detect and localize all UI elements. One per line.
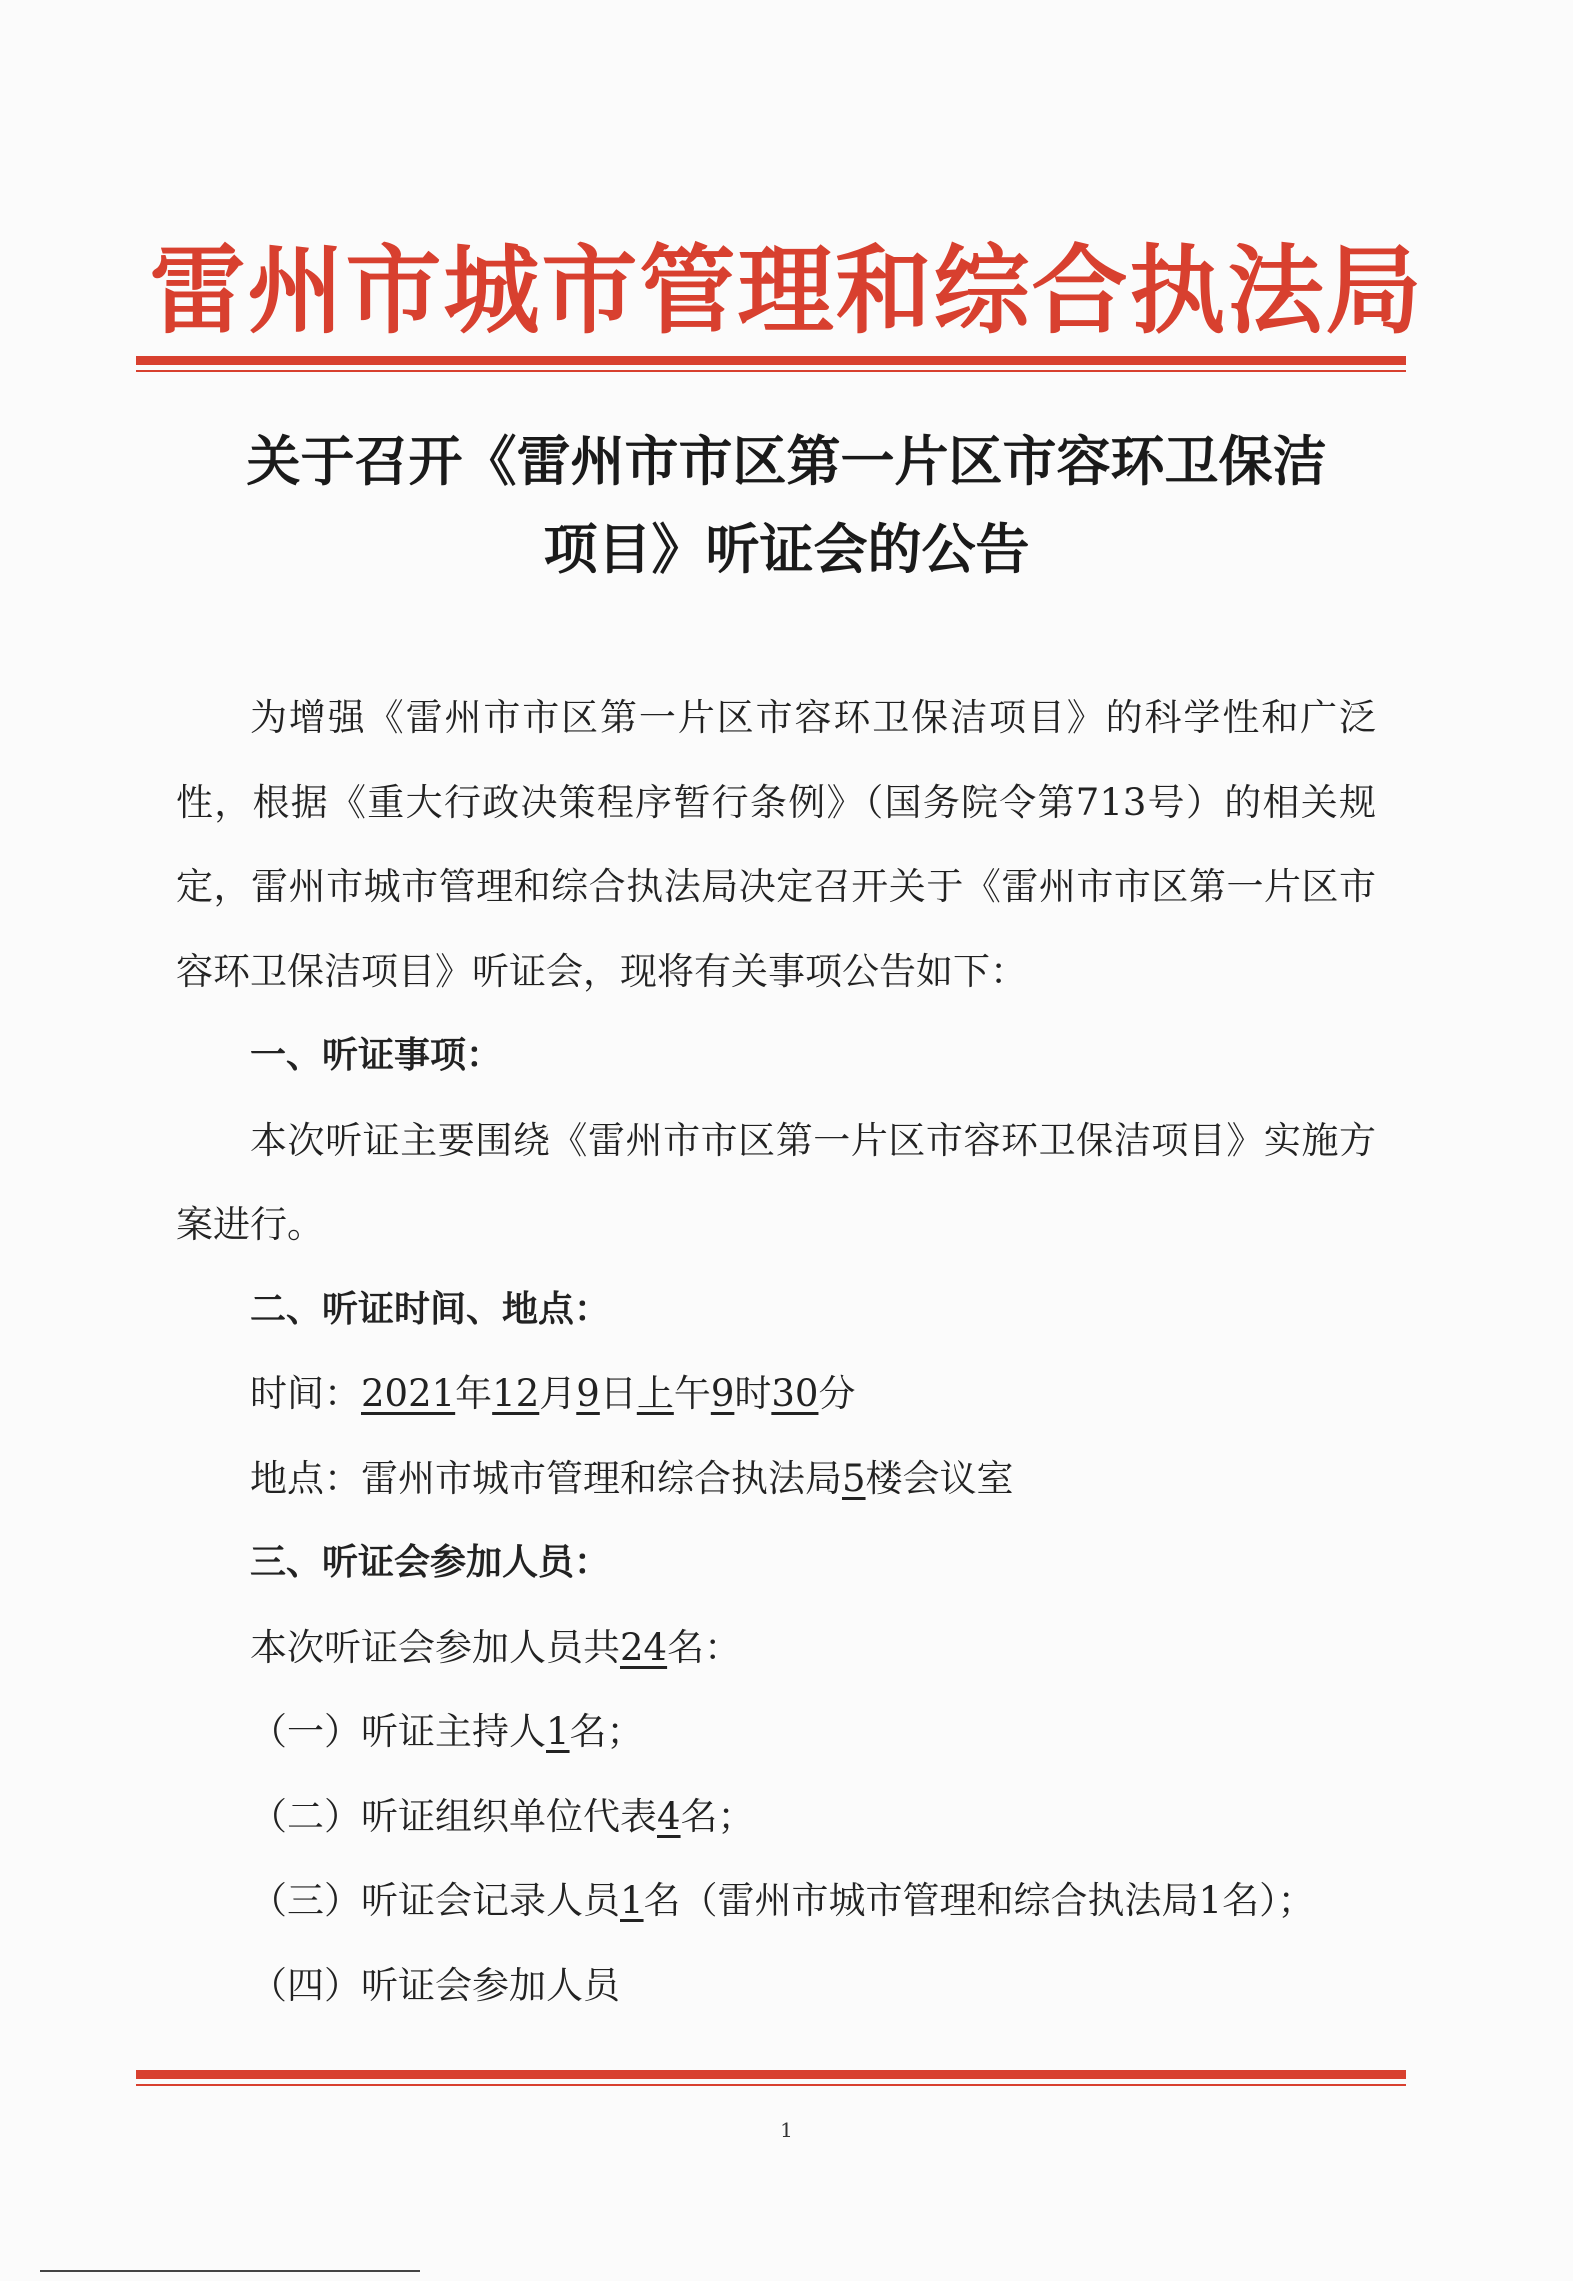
document-body [176, 676, 1376, 2028]
hearing-place: 地点：雷州市城市管理和综合执法局5楼会议室 [250, 1456, 1014, 1500]
section-2-heading: 二、听证时间、地点： [250, 1288, 611, 1330]
participant-item: （一）听证主持人1名； [250, 1710, 644, 1753]
intro-paragraph: 为增强《雷州市市区第一片区市容环卫保洁项目》的科学性和广泛性，根据《重大行政决策程序暂行条例》（国务院令第713号）的相关规定，雷州市城市管理和综合执法局决定召开关于《雷州市市区第一片区市容环卫保洁项目》听证会，现将有关事项公告如下： [176, 696, 1376, 993]
total-count: 24 [620, 1625, 668, 1669]
document-title [120, 418, 1453, 594]
scan-artifact-line [40, 2270, 420, 2272]
participant-item: （三）听证会记录人员1名（雷州市城市管理和综合执法局1名）； [250, 1879, 1315, 1922]
minute-value: 30 [771, 1372, 819, 1415]
year-value: 2021 [361, 1372, 456, 1415]
title-line-2: 项目》听证会的公告 [543, 518, 1030, 581]
section-1-heading: 一、听证事项： [250, 1035, 503, 1076]
footer-divider [136, 2070, 1406, 2086]
section-1-text: 本次听证主要围绕《雷州市市区第一片区市容环卫保洁项目》实施方案进行。 [176, 1118, 1376, 1246]
ampm-value: 上 [636, 1372, 674, 1415]
month-value: 12 [492, 1372, 540, 1415]
participant-item: （二）听证组织单位代表4名； [250, 1794, 755, 1838]
organization-header: 雷州市城市管理和综合执法局 [149, 234, 1424, 347]
participant-item: （四）听证会参加人员 [250, 1963, 620, 2007]
header-divider [136, 356, 1406, 372]
page-number: 1 [780, 2118, 793, 2142]
title-line-1: 关于召开《雷州市市区第一片区市容环卫保洁 [246, 430, 1327, 493]
day-value: 9 [576, 1372, 600, 1415]
participant-total: 本次听证会参加人员共24名： [250, 1625, 742, 1669]
hour-value: 9 [710, 1372, 735, 1415]
hearing-time: 时间：2021年12月9日上午9时30分 [250, 1372, 856, 1415]
floor-value: 5 [842, 1456, 866, 1500]
section-3-heading: 三、听证会参加人员： [250, 1542, 611, 1583]
